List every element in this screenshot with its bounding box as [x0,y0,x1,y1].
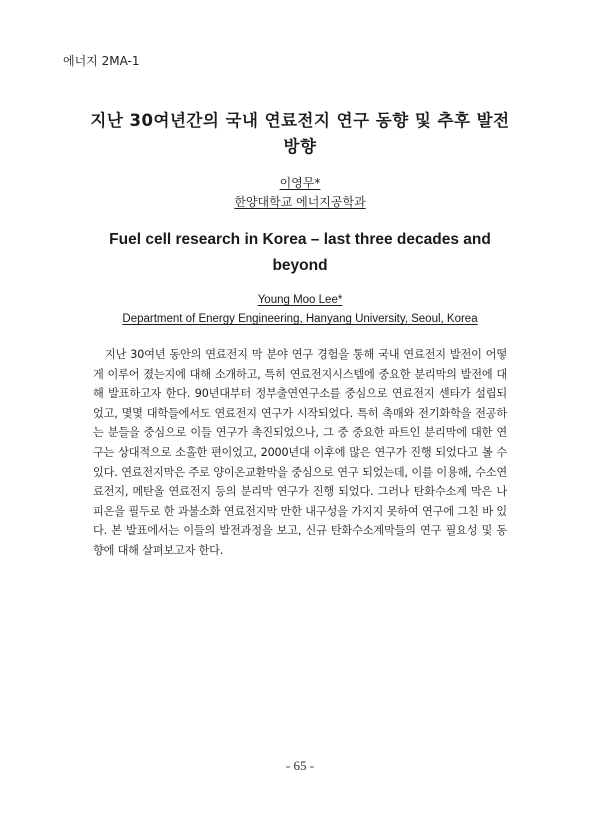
paper-title-korean: 지난 30여년간의 국내 연료전지 연구 동향 및 추후 발전 방향 [90,111,510,156]
page-number: - 65 - [285,758,315,773]
affiliation-korean: 한양대학교 에너지공학과 [234,195,366,209]
author-block-english [80,291,520,329]
affiliation-english: Department of Energy Engineering, Hanyang University, Seoul, Korea [122,313,478,325]
author-block-korean [100,174,500,212]
abstract-text: 지난 30여년 동안의 연료전지 막 분야 연구 경험을 통해 국내 연료전지 발전이 어떻게 이루어 졌는지에 대해 소개하고, 특히 연료전지시스템에 중요한 분리막의 발전에 대해 발표하고자 한다. 90년대부터 정부출연연구소를 중심으로 연료전지 센타가 설립되었고, 몇몇 대학들에서도 연료전지 연구가 시작되었다. 특히 촉매와 전기화학을 전공하는 분들을 중심으로 이들 연구가 촉진되었으나, 그 중 중요한 파트인 분리막에 대한 연구는 상대적으로 소홀한 편이었고, 2000년대 이후에 많은 연구가 진행 되었다고 볼 수 있다. 연료전지막은 주로 양이온교환막을 중심으로 연구 되었는데, 이를 이용해, 수소연료전지, 메탄올 연료전지 등의 분리막 연구가 진행 되었다. 그러나 탄화수소계 막은 나피온을 필두로 한 과불소화 연료전지막 만한 내구성을 가지지 못하여 연구에 그친 바 있다. 본 발표에서는 이들의 발전과정을 보고, 신규 탄화수소계막들의 연구 필요성 및 동향에 대해 살펴보고자 한다. [93,348,507,557]
author-name-english: Young Moo Lee* [257,294,343,306]
session-code: 에너지 2MA-1 [63,54,140,68]
paper-title-english: Fuel cell research in Korea – last three decades and beyond [109,231,491,274]
author-name-korean: 이영무* [279,176,321,190]
